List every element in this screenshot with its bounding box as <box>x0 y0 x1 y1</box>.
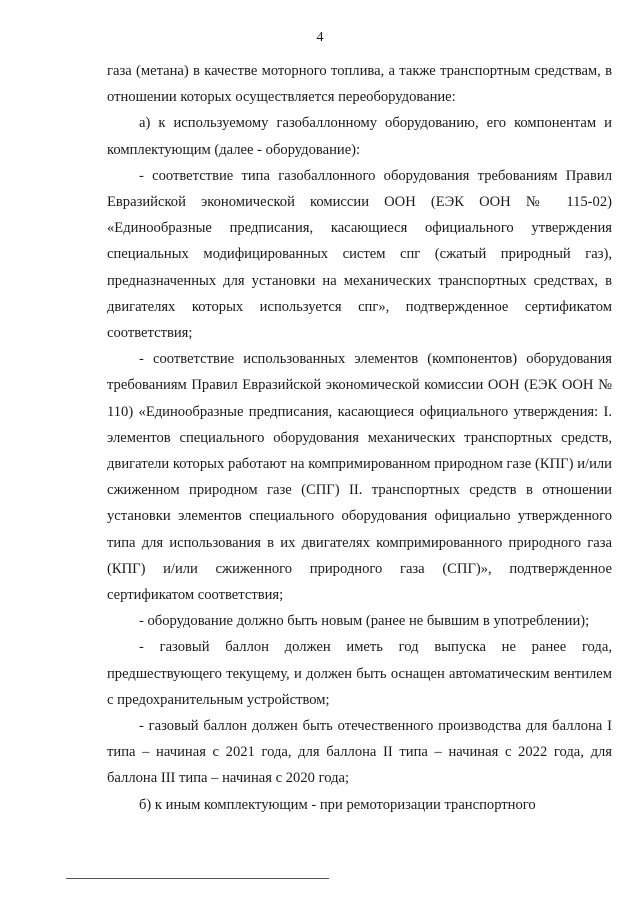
paragraph-cylinder-domestic: - газовый баллон должен быть отечественного производства для баллона I типа – начиная с 2021 года, для баллона II типа – начиная с 2022 года, для баллона III типа – начиная с 2020 года; <box>107 718 612 787</box>
page-number: 4 <box>316 30 324 45</box>
paragraph-equipment-new: - оборудование должно быть новым (ранее не бывшим в употреблении); <box>139 613 590 630</box>
paragraph-item-a: а) к используемому газобаллонному оборудованию, его компонентам и комплектующим (далее - оборудование): <box>107 115 612 158</box>
paragraph-item-b: б) к иным комплектующим - при ремоторизации транспортного <box>139 796 536 813</box>
paragraph-components-compliance: - соответствие использованных элементов (компонентов) оборудования требованиям Правил Евразийской экономической комиссии ООН (ЕЭК ООН № 110) «Единообразные предписания, касающиеся официального утверждения: I. элементов специального оборудования механических транспортных средств, двигатели которых работают на компримированном природном газе (КПГ) и/или сжиженном природном газе (СПГ) II. транспортных средств в отношении установки элементов специального оборудования официально утвержденного типа для использования в их двигателях компримированного природного газа (КПГ) и/или сжиженного природного газа (СПГ)», подтвержденное сертификатом соответствия; <box>107 351 612 604</box>
document-body <box>107 58 612 818</box>
footer-divider <box>66 878 329 879</box>
paragraph-type-compliance: - соответствие типа газобаллонного оборудования требованиям Правил Евразийской экономической комиссии ООН (ЕЭК ООН № 115-02) «Единообразные предписания, касающиеся официального утверждения специальных модифицированных систем спг (сжатый природный газ), предназначенных для установки на механических транспортных средствах, в двигателях которых используется спг», подтвержденное сертификатом соответствия; <box>107 167 612 342</box>
paragraph-intro: газа (метана) в качестве моторного топлива, а также транспортным средствам, в отношении которых осуществляется переоборудование: <box>107 63 612 106</box>
paragraph-cylinder-year: - газовый баллон должен иметь год выпуска не ранее года, предшествующего текущему, и должен быть оснащен автоматическим вентилем с предохранительным устройством; <box>107 639 612 708</box>
